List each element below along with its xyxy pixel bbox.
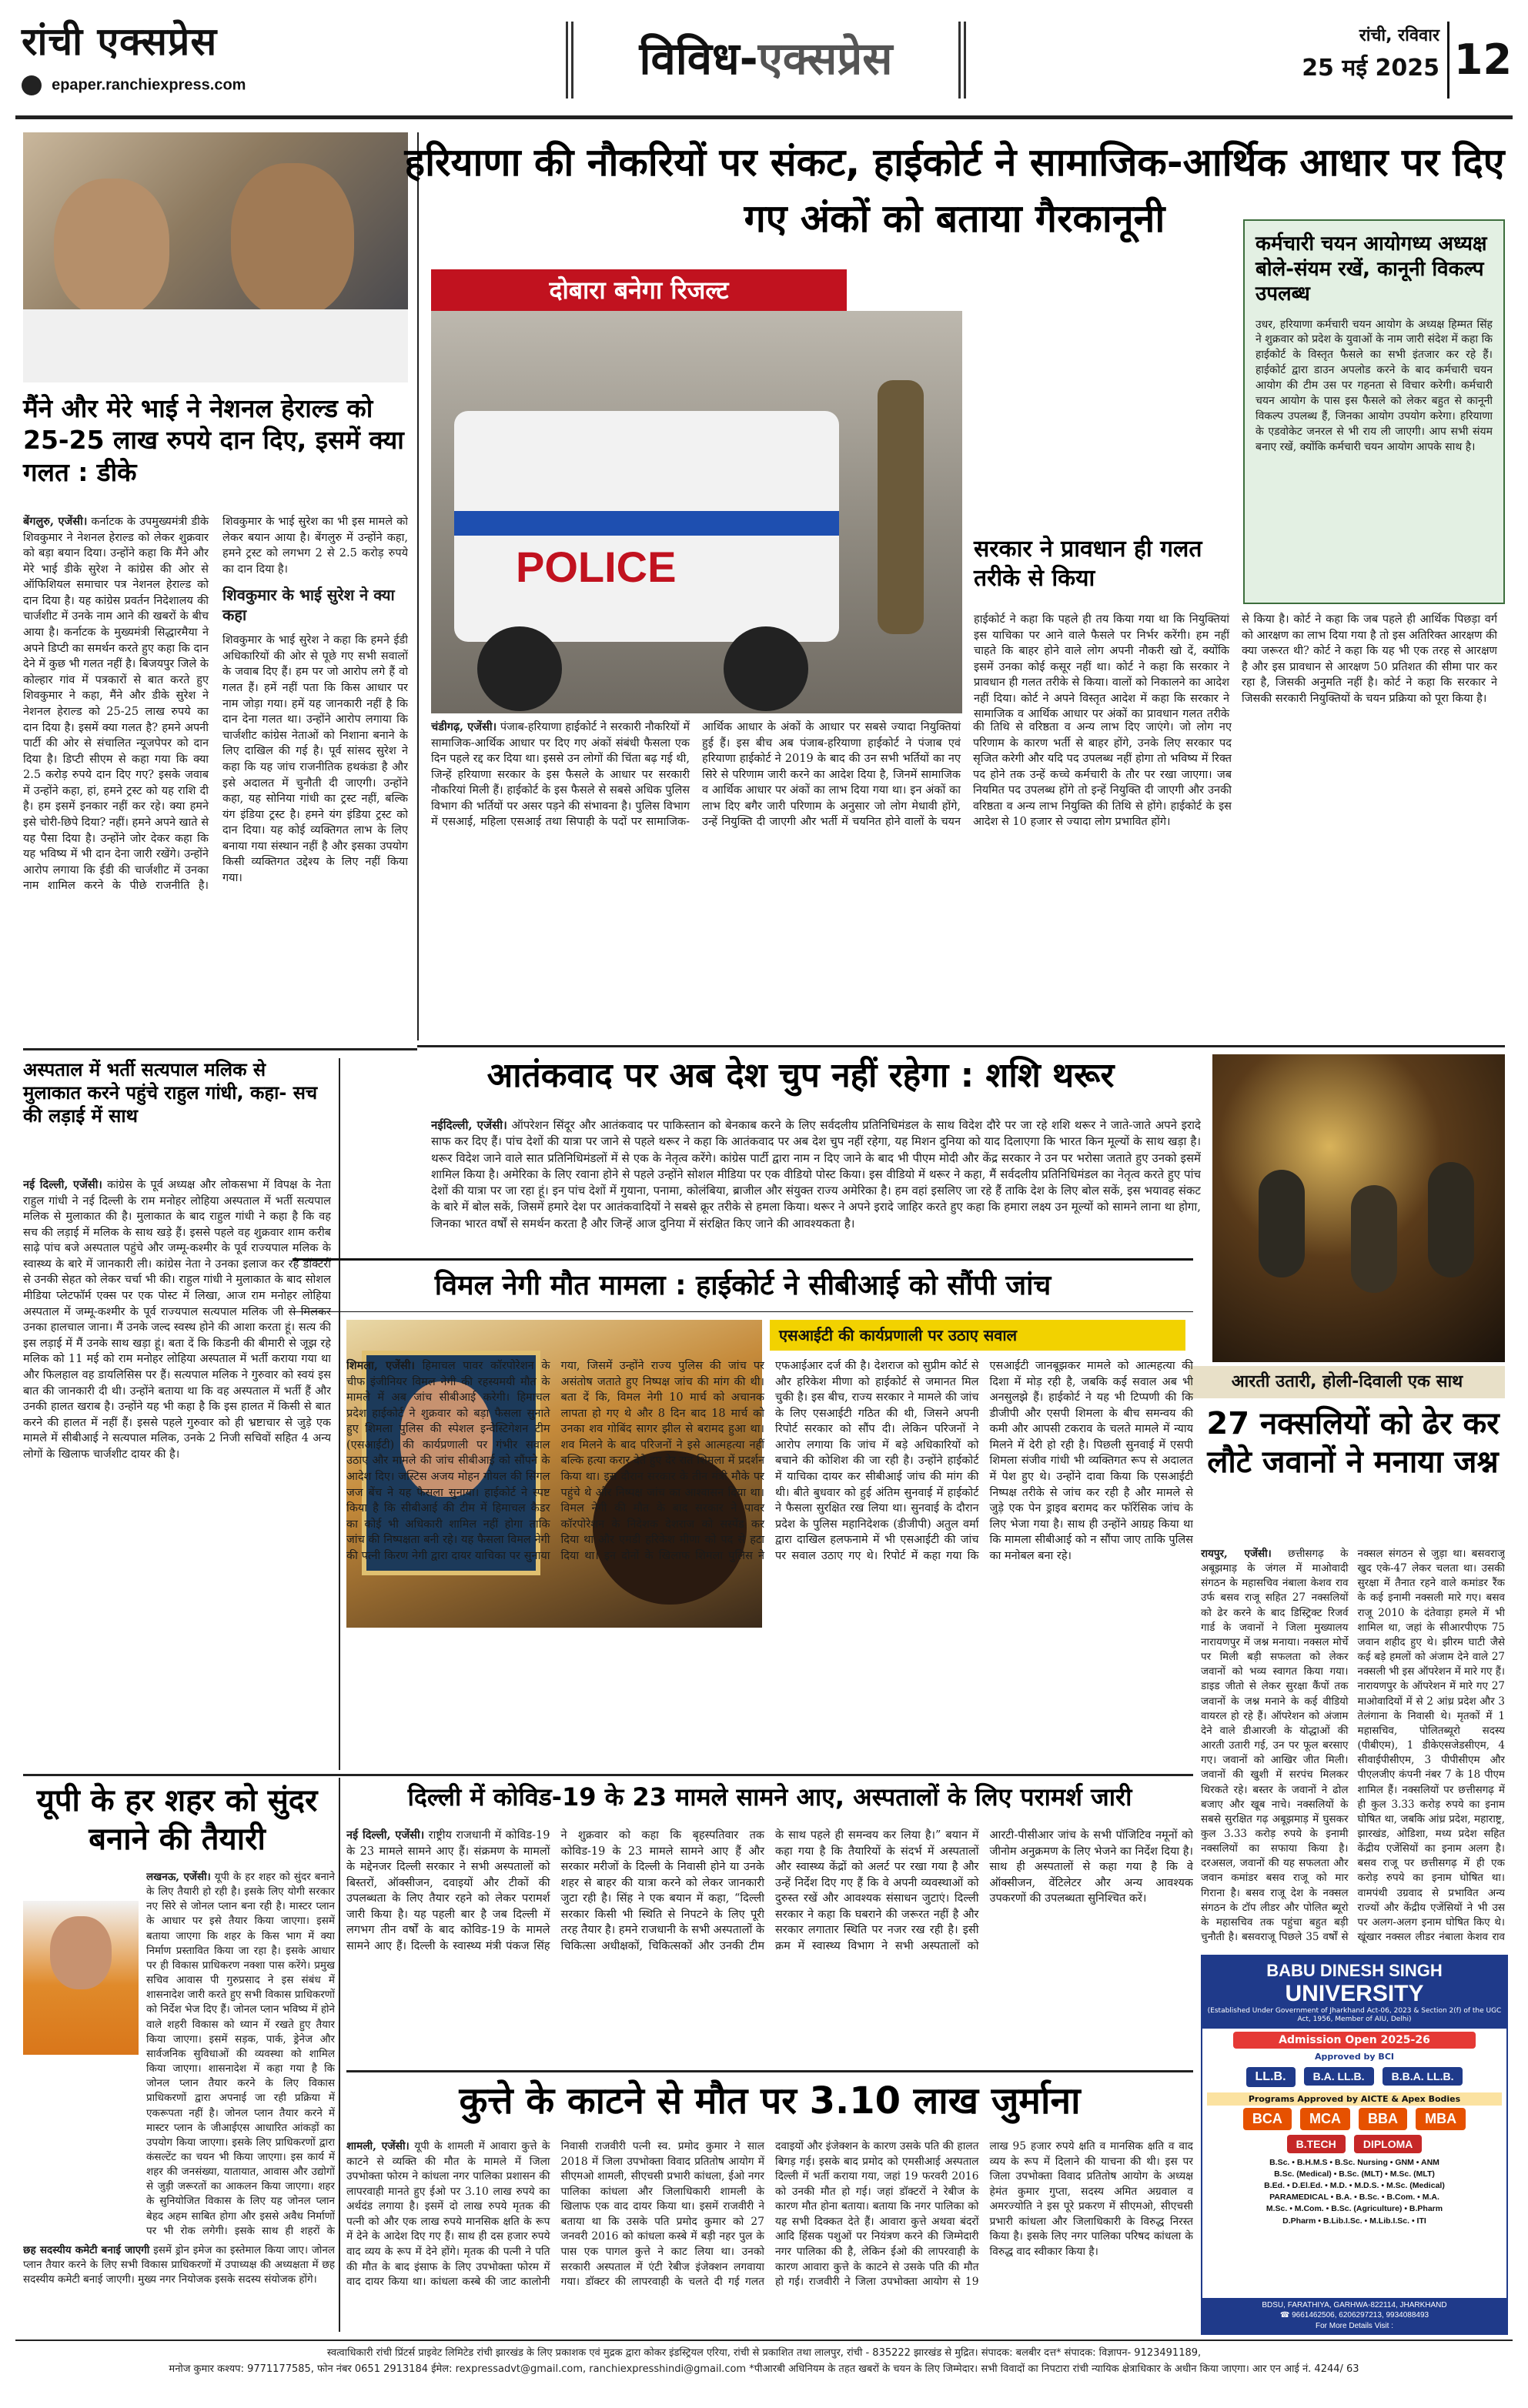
university-ad[interactable] [1201, 1955, 1508, 2335]
dk-body: बेंगलुरु, एजेंसी। कर्नाटक के उपमुख्यमंत्री डीके शिवकुमार ने नेशनल हेराल्ड को लेकर शुक्रवार को बड़ा बयान दिया। उन्होंने कहा कि मैंने और मेरे भाई डीके सुरेश ने कांग्रेस की ओर से ऑफिशियल समाचार पत्र नेशनल हेराल्ड को दान दिया है। यह कांग्रेस प्रवर्तन निदेशालय की चार्जशीट में उनके नाम आने की खबरों के बीच आया है। कर्नाटक के मुख्यमंत्री सिद्धारमैया ने अपने डिप्टी का समर्थन करते हुए कहा कि दान देने में कुछ भी गलत नहीं है। बिजयपुर जिले के कोल्हार गांव में पत्रकारों से बात करते हुए शिवकुमार ने कहा, मैंने और डीके सुरेश ने नेशनल हेराल्ड को 25-25 लाख रुपये का दान दिया है। इसमें क्या गलत है? हमने अपनी पार्टी की ओर से संचालित न्यूजपेपर को दान दिया है। डिप्टी सीएम से कहा गया कि क्या 2.5 करोड़ रुपये दान दिए गए? इसके जवाब में उन्होंने कहा, हां, हमने ट्रस्ट को यह राशि दी है। हम इसमें इनकार नहीं कर रहे। क्या हमने इसे चोरी-छिपे दिया? नहीं। हमने अपने खाते से यह पैसा दिया है। उन्होंने जोर देकर कहा कि यह भविष्य में भी दान देना जारी रखेंगे। उन्होंने आरोप लगाया कि ईडी की चार्जशीट में उनका नाम शामिल करने के पीछे राजनीति है। शिवकुमार के भाई सुरेश का भी इस मामले को लेकर बयान आया है। बेंगलुरु में उन्होंने कहा, हमने ट्रस्ट को लगभग 2 से 2.5 करोड़ रुपये का दान दिया है। शिवकुमार के भाई सुरेश ने क्या कहा शिवकुमार के भाई सुरेश ने कहा कि हमने ईडी अधिकारियों की ओर से पूछे गए सभी सवालों के जवाब दिए हैं। हम पर जो आरोप लगे हैं वो गलत हैं। हमें नहीं पता कि किस आधार पर नाम जोड़ा गया। हमें यह जानकारी नहीं है कि दान देना गलत था। उन्होंने आरोप लगाया कि चार्जशीट कांग्रेस नेताओं को निशाना बनाने के लिए दाखिल की गई है। पूर्व सांसद सुरेश ने कहा कि यह जांच राजनीतिक हथकंडा है और इसे अदालत में चुनौती दी जाएगी। उन्होंने कहा, यह सोनिया गांधी का ट्रस्ट नहीं, बल्कि यंग इंडिया ट्रस्ट है। हमने यंग इंडिया ट्रस्ट को दान दिया। यह कोई व्यक्तिगत लाभ के लिए बनाया गया संस्थान नहीं है और इसका उपयोग किसी व्यक्तिगत उद्देश्य के लिए नहीं किया गया। [23, 515, 408, 893]
ad-title-2: UNIVERSITY [1285, 1981, 1424, 2006]
haryana-body-col2 [974, 269, 1232, 523]
police-label: POLICE [516, 543, 677, 591]
issue-date: 25 मई 2025 [1302, 55, 1439, 82]
tharoor-body: नईदिल्ली, एजेंसी। ऑपरेशन सिंदूर और आतंकवाद पर पाकिस्तान को बेनकाब करने के लिए सर्वदलीय प्रतिनिधिमंडल के साथ विदेश दौरे पर जा रहे शशि थरूर ने जाते-जाते अपने इरादे साफ कर दिए हैं। पांच देशों की यात्रा पर जाने से पहले थरूर ने कहा कि आतंकवाद पर अब देश चुप नहीं रहेगा, यह मिशन दुनिया को याद दिलाएगा कि भारत किन मूल्यों के साथ खड़ा है। थरूर विदेश जाने वाले सात प्रतिनिधिमंडलों में से एक के नेतृत्व करेंगे। कांग्रेस पार्टी द्वारा नाम न दिए जाने के बाद भी पीएम मोदी और केंद्र सरकार ने उन पर भरोसा जताते हुए उनको इसमें शामिल किया है। अमेरिका के लिए रवाना होने से पहले उन्होंने सोशल मीडिया पर एक वीडियो पोस्ट किया। इस वीडियो में थरूर ने कहा, मैं सर्वदलीय प्रतिनिधिमंडल का नेतृत्व करते हुए पांच देशों की यात्रा पर जा रहा हूं। इन पांच देशों में गुयाना, पनामा, कोलंबिया, ब्राजील और संयुक्त राज्य अमेरिका है। हम वहां इसलिए जा रहे हैं ताकि देश के लिए बोल सकें, इस भयावह संकट के बारे में बोल सकें, जिसमें हमारे देश पर आतंकवादियों ने सबसे क्रूर तरीके से हमला किया। थरूर ने अपने इरादे जाहिर करते हुए कहा कि हमारा लक्ष्य उन मूल्यों को सामने लाना था होगा, जिनका भारत वर्षों से समर्थन करता है और जिन्हें आज दुनिया में संरक्षित किए जाने की आवश्यकता है। [431, 1118, 1201, 1231]
ad-course-llb: LL.B. [1246, 2067, 1296, 2087]
city-day: रांची, रविवार [1359, 26, 1439, 45]
rahul-body: नई दिल्ली, एजेंसी। कांग्रेस के पूर्व अध्यक्ष और लोकसभा में विपक्ष के नेता राहुल गांधी ने नई दिल्ली के राम मनोहर लोहिया अस्पताल में भर्ती सत्यपाल मलिक से मुलाकात की है। मुलाकात के बाद राहुल गांधी ने कहा है कि वह सच की लड़ाई में मलिक के साथ खड़े हैं। इससे पहले वह शुक्रवार शाम करीब साढ़े पांच बजे अस्पताल पहुंचे और जम्मू-कश्मीर के पूर्व राज्यपाल मलिक के स्वास्थ्य के बारे में जानकारी ली। कांग्रेस नेता ने उनका इलाज कर रहे डॉक्टरों से उनकी सेहत को लेकर चर्चा भी की। राहुल गांधी ने मुलाकात के बाद सोशल मीडिया प्लेटफॉर्म एक्स पर एक पोस्ट में लिखा, आज राम मनोहर लोहिया अस्पताल में जम्मू-कश्मीर के पूर्व राज्यपाल सत्यपाल मलिक जी से मिलकर उनका हालचाल जाना। मैं उनके जल्द स्वस्थ होने की आशा करता हूं। सत्य की इस लड़ाई में मैं उनके साथ खड़ा हूं। बता दें कि किडनी की बीमारी से जूझ रहे मलिक को 11 मई को राम मनोहर लोहिया अस्पताल में भर्ती कराया गया था और फिलहाल वह डायलिसिस पर हैं। सत्यपाल मलिक ने गुरुवार को स्वयं इस बात की जानकारी दी थी। उन्होंने बताया था कि वह अस्पताल में भर्ती हैं और उनकी हालत खराब है। उन्होंने यह भी कहा है कि इस हालत में किसी से बात करने की हालत में नहीं हैं। इससे पहले गुरुवार को ही भ्रष्टाचार से जुड़े एक मामले में सीबीआई ने सत्यपाल मलिक, उनके 2 निजी सचिवों सहित 4 अन्य लोगों के खिलाफ चार्जशीट दायर की है। [23, 1178, 331, 1461]
dk-body-text: कर्नाटक के उपमुख्यमंत्री डीके शिवकुमार ने नेशनल हेराल्ड को लेकर शुक्रवार को बड़ा बयान दिया। उन्होंने कहा कि मैंने और मेरे भाई डीके सुरेश ने कांग्रेस की ओर से ऑफिशियल समाचार पत्र नेशनल हेराल्ड को दान दिया है। यह कांग्रेस प्रवर्तन निदेशालय की चार्जशीट में उनके नाम आने की खबरों के बीच आया है। कर्नाटक के मुख्यमंत्री सिद्धारमैया ने अपने डिप्टी का समर्थन करते हुए कहा कि दान देने में कुछ भी गलत नहीं है। बिजयपुर जिले के कोल्हार गांव में पत्रकारों से बात करते हुए शिवकुमार ने कहा, मैंने और डीके सुरेश ने नेशनल हेराल्ड को 25-25 लाख रुपये का दान दिया है। इसमें क्या गलत है? हमने अपनी पार्टी की ओर से संचालित न्यूजपेपर को दान दिया है। डिप्टी सीएम से कहा गया कि क्या 2.5 करोड़ रुपये दान दिए गए? इसके जवाब में उन्होंने कहा, हां, हमने ट्रस्ट को यह राशि दी है। हम इसमें इनकार नहीं कर रहे। क्या हमने इसे चोरी-छिपे दिया? नहीं। हमने अपने खाते से यह पैसा दिया है। उन्होंने जोर देकर कहा कि यह भविष्य में भी दान देना जारी रखेंगे। उन्होंने आरोप लगाया कि ईडी की चार्जशीट में उनका नाम शामिल करने के पीछे राजनीति है। शिवकुमार के भाई सुरेश का भी इस मामले को लेकर बयान आया है। बेंगलुरु में उन्होंने कहा, हमने ट्रस्ट को लगभग 2 से 2.5 करोड़ रुपये का दान दिया है। [23, 516, 408, 893]
ad-tech-diploma: DIPLOMA [1354, 2135, 1423, 2153]
yogi-subhead: छह सदस्यीय कमेटी बनाई जाएगी [23, 2244, 150, 2256]
ad-tech-btech: B.TECH [1287, 2135, 1346, 2153]
ad-admission: Admission Open 2025-26 [1233, 2032, 1476, 2049]
dk-photo [23, 132, 408, 382]
ad-phones[interactable]: ☎ 9661462506, 6206297213, 9934088493 [1279, 2311, 1429, 2319]
yogi-photo [23, 1901, 139, 2055]
tharoor-headline: आतंकवाद पर अब देश चुप नहीं रहेगा : शशि थरूर [486, 1056, 1115, 1095]
epaper-url-row [22, 75, 314, 99]
haryana-headline: हरियाणा की नौकरियों पर संकट, हाईकोर्ट ने सामाजिक-आर्थिक आधार पर दिए गए अंकों को बताया गैरकानूनी [404, 140, 1505, 241]
ad-program-mca: MCA [1300, 2108, 1350, 2130]
rahul-headline: अस्पताल में भर्ती सत्यपाल मलिक से मुलाकात करने पहुंचे राहुल गांधी, कहा- सच की लड़ाई में साथ [23, 1059, 318, 1127]
footer-imprint: स्वत्वाधिकारी रांची प्रिंटर्स प्राइवेट लिमिटेड रांची झारखंड के लिए प्रकाशक एवं मुद्रक द्वारा कोकर इंडस्ट्रियल एरिया, रांची से प्रकाशित तथा लालपुर, रांची - 835222 झारखंड से मुद्रित। संपादक: बलबीर दत्त* संपादक: विज्ञापन- 9123491189, मनोज कुमार कश्यप: 9771177585, फोन नंबर 0651 2913184 ईमेल: rexpressadvt@gmail.com, ranchiexpresshindi@gmail.com *पीआरबी अधिनियम के तहत खबरों के चयन के लिए जिम्मेदार। सभी विवादों का निपटारा रांची न्यायिक क्षेत्राधिकार के अधीन किया जाएगा। आर एन आई नं. 4244/ 63 [169, 2347, 1359, 2375]
section-sub: एक्सप्रेस [757, 32, 893, 85]
ad-subtitle: (Established Under Government of Jharkhand Act-06, 2023 & Section 2(f) of the UGC Act, 1956, Member of AIU, Delhi) [1207, 2007, 1502, 2023]
ad-program-bba: BBA [1359, 2108, 1407, 2130]
epaper-icon [22, 75, 42, 95]
commission-box [1243, 219, 1505, 604]
ad-programs-heading: Programs Approved by AICTE & Apex Bodies [1207, 2092, 1502, 2106]
dog-headline: कुत्ते के काटने से मौत पर 3.10 लाख जुर्माना [459, 2079, 1081, 2122]
ad-program-mba: MBA [1416, 2108, 1466, 2130]
ad-course-bballb: B.B.A. LL.B. [1383, 2067, 1463, 2086]
covid-headline: दिल्ली में कोविड-19 के 23 मामले सामने आए, अस्पतालों के लिए परामर्श जारी [407, 1782, 1132, 1812]
ad-course-ballb: B.A. LL.B. [1304, 2067, 1374, 2086]
vimal-headline-box [293, 1258, 1193, 1312]
commission-headline: कर्मचारी चयन आयोगध्य अध्यक्ष बोले-संयम रखें, कानूनी विकल्प उपलब्ध [1256, 232, 1487, 306]
paper-name: रांची एक्सप्रेस [22, 18, 218, 64]
vimal-headline: विमल नेगी मौत मामला : हाईकोर्ट ने सीबीआई को सौंपी जांच [434, 1270, 1052, 1301]
dk-headline: मैंने और मेरे भाई ने नेशनल हेराल्ड को 25-25 लाख रुपये दान दिए, इसमें क्या गलत : डीके [23, 393, 404, 487]
ad-course-list: B.Sc. • B.H.M.S • B.Sc. Nursing • GNM • ANM B.Sc. (Medical) • B.Sc. (MLT) • M.Sc. (MLT) B.Ed. • D.El.Ed. • M.D. • M.D.S. • M.Sc. (Medical) PARAMEDICAL • B.A. • B.Sc. • B.Com. • M.A. M.Sc. • M.Com. • B.Sc. (Agriculture) • B.Pharm D.Pharm • B.Lib.I.Sc. • M.Lib.I.Sc. • ITI [1264, 2157, 1445, 2226]
naxal-headline: 27 नक्सलियों को ढेर कर लौटे जवानों ने मनाया जश्न [1206, 1406, 1500, 1480]
ad-programs [1202, 2106, 1506, 2132]
naxal-body: रायपुर, एजेंसी। छत्तीसगढ़ के अबूझमाड़ के जंगल में माओवादी संगठन के महासचिव नंबाला केशव राव उर्फ बसव राजू सहित 27 नक्सलियों को ढेर करने के बाद डिस्ट्रिक्ट रिजर्व गार्ड के जवानों ने जिला मुख्यालय नारायणपुर में जश्न मनाया। नक्सल मोर्चे पर मिली बड़ी सफलता को लेकर जवानों को भव्य स्वागत किया गया। डाइड जीतो से लेकर सुरक्षा कैंपों तक जवानों के जश्न मनाने के कई वीडियो वायरल हो रहे हैं। ऑपरेशन को अंजाम देने वाले डीआरजी के योद्धाओं की आरती उतारी गई, उन पर फूल बरसाए गए। जवानों को आखिर जीत मिली। जवानों की खुशी में सरपंच मिलकर थिरकते रहे। बस्तर के जवानों ने ढोल बजाए और खूब नाचे। नक्सलियों के सबसे सुरक्षित गढ़ अबूझमाड़ में घुसकर कुल 3.33 करोड़ रुपये के इनामी नक्सलियों का सफाया किया है। दरअसल, जवानों की यह सफलता और जवान कमांडर बसव राजू को मार गिराना है। बसव राजू देश के नक्सल संगठन के टॉप लीडर और पोलित ब्यूरो के महासचिव तक पहुंचा बहुत बड़ी चुनौती है। बसवराजू पिछले 35 वर्षों से नक्सल संगठन से जुड़ा था। बसवराजू खुद एके-47 लेकर चलता था। उसकी सुरक्षा में तैनात रहने वाले कमांडर रैंक के कई इनामी नक्सली मारे गए। बसव राजू 2010 के दंतेवाड़ा हमले में भी शामिल था, जहां के सीआरपीएफ 75 जवान शहीद हुए थे। झीरम घाटी जैसे कई बड़े हमलों को अंजाम देने वाले 27 नक्सली भी इस ऑपरेशन में मारे गए हैं। नारायणपुर के ऑपरेशन में मारे गए 27 माओवादियों में से 2 आंध्र प्रदेश और 3 तेलंगाना के निवासी थे। मृतकों में 1 महासचिव, पोलितब्यूरो सदस्य (पीबीएम), 1 डीकेएसजेडसीएम, 4 सीवाईपीसीएम, 3 पीपीसीएम और पीएलजीए कंपनी नंबर 7 के 18 पीएम शामिल हैं। नक्सलियों पर छत्तीसगढ़ में ही कुल 3.33 करोड़ रुपये का इनाम घोषित था, जबकि आंध्र प्रदेश, महाराष्ट्र, झारखंड, ओडिशा, मध्य प्रदेश सहित केंद्रीय एजेंसियों का इनाम अलग है। बसव राजू पर छत्तीसगढ़ में ही एक करोड़ रुपये का इनाम घोषित था। वामपंथी उग्रवाद से प्रभावित अन्य राज्यों और केंद्रीय एजेंसियों ने भी उस पर अलग-अलग इनाम घोषित किए थे। खूंखार नक्सल लीडर नंबाला केशव राव [1201, 1548, 1505, 1944]
haryana-subhead: सरकार ने प्रावधान ही गलत तरीके से किया [974, 536, 1202, 592]
commission-body: उधर, हरियाणा कर्मचारी चयन आयोग के अध्यक्ष हिम्मत सिंह ने शुक्रवार को प्रदेश के युवाओं के नाम जारी संदेश में कहा कि हाईकोर्ट के विस्तृत फैसले का सभी इंतजार कर रहे हैं। हाईकोर्ट द्वारा डाउन अपलोड करने के बाद कर्मचारी चयन आयोग की टीम उस पर गहनता से विचार करेगी। कर्मचारी चयन आयोग के पास इस फैसले को लेकर बहुत से कानूनी विकल्प उपलब्ध हैं, जिनका आयोग उपयोग करेगा। हरियाणा के एडवोकेट जनरल से भी राय ली जाएगी। आप सभी संयम बनाए रखें, क्योंकि कर्मचारी चयन आयोग आपके साथ है। [1256, 318, 1493, 453]
yogi-body-2: छह सदस्यीय कमेटी बनाई जाएगी इसमें ड्रोन इमेज का इस्तेमाल किया जाए। जोनल प्लान तैयार करने के लिए सभी विकास प्राधिकरणों में उपाध्यक्ष की अध्यक्षता में छह सदस्यीय कमेटी बनाई जाएगी। मुख्य नगर नियोजक इसके सदस्य संयोजक होंगे। [23, 2244, 335, 2286]
ad-tech [1202, 2132, 1506, 2156]
haryana-body: चंडीगढ़, एजेंसी। पंजाब-हरियाणा हाईकोर्ट ने सरकारी नौकरियों में सामाजिक-आर्थिक आधार पर दिए गए अंकों संबंधी फैसला एक दिन पहले रद्द कर दिया था। इससे उन लोगों की चिंता बढ़ गई थी, जिन्हें हरियाणा सरकार के इस फैसले के आधार पर सरकारी नौकरियां मिली हैं। हाईकोर्ट के इस फैसले से सबसे अधिक पुलिस विभाग की भर्तियों पर असर पड़ने की संभावना है। पुलिस विभाग में एसआई, महिला एसआई तथा सिपाही के पदों पर सामाजिक-आर्थिक आधार के अंकों के आधार पर सबसे ज्यादा नियुक्तियां हुई हैं। इस बीच अब पंजाब-हरियाणा हाईकोर्ट ने पंजाब एवं हरियाणा हाईकोर्ट ने 2019 के बाद की उन सभी भर्तियों का नए सिरे से परिणाम जारी करने का आदेश दिया है, जिनमें सामाजिक व आर्थिक आधार पर अंकों का लाभ दिया गया था। इन अंकों का लाभ दिए बगैर जारी परिणाम के अनुसार जो लोग मेधावी होंगे, उन्हें नियुक्ति दी जाएगी और भर्ती में चयनित होने वालों के चयन की तिथि से वरिष्ठता व अन्य लाभ दिए जाएंगे। जो लोग नए परिणाम के कारण भर्ती से बाहर होंगे, उनके लिए सरकार पद सृजित करेगी और यदि पद उपलब्ध नहीं होगा तो भविष्य में रिक्त पद होने तक उन्हें कच्चे कर्मचारी के तौर पर रखा जाएगा। जब नियमित पद उपलब्ध होंगे तो इन्हें नियुक्ति दी जाएगी और उनकी वरिष्ठता व अन्य लाभ नियुक्ति की तिथि से होंगे। हाईकोर्ट के इस आदेश से 10 हजार से ज्यादा लोग प्रभावित होंगे। [431, 720, 1232, 829]
dog-body: शामली, एजेंसी। यूपी के शामली में आवारा कुत्ते के काटने से व्यक्ति की मौत के मामले में जिला उपभोक्ता फोरम ने कांधला नगर पालिका प्रशासन की लापरवाही मानते हुए ईओ पर 3.10 लाख रुपये का अर्थदंड लगाया है। इसमें दो लाख रुपये मृतक की पत्नी को और एक लाख रुपये मानसिक क्षति के रूप में देने के आदेश दिए गए हैं। साथ ही दस हजार रुपये वाद व्यय के रूप में देने होंगे। मृतक की पत्नी ने पति की मौत के बाद इंसाफ के लिए उपभोक्ता फोरम में वाद दायर किया था। कांधला कस्बे की जाट कालोनी निवासी राजवीरी पत्नी स्व. प्रमोद कुमार ने साल 2018 में जिला उपभोक्ता विवाद प्रतितोष आयोग में सीएमओ शामली, सीएचसी प्रभारी कांधला, ईओ नगर पालिका कांधला और जिलाधिकारी शामली के खिलाफ एक वाद दायर किया था। इसमें राजवीरी ने बताया था कि उसके पति प्रमोद कुमार को 27 जनवरी 2016 को कांधला कस्बे में बड़ी नहर पुल के पास एक पागल कुत्ते ने काट लिया था। उनको सरकारी अस्पताल में एंटी रेबीज इंजेक्शन लगवाया गया। डॉक्टर की लापरवाही के चलते दी गई गलत दवाइयों और इंजेक्शन के कारण उसके पति की हालत बिगड़ गई। इसके बाद प्रमोद को एमसीआई अस्पताल दिल्ली में भर्ती कराया गया, जहां 19 फरवरी 2016 को उनकी मौत हो गई। जहां डॉक्टरों ने रेबीज के कारण मौत होना बताया। बताया कि नगर पालिका को यह सभी दिक्कत देते हैं। आवारा कुत्ते अथवा बंदरों आदि हिंसक पशुओं पर नियंत्रण करने की जिम्मेदारी नगर पालिका की है, लेकिन ईओ की लापरवाही के कारण आवारा कुत्ते के काटने से उसके पति की मौत हो गई। राजवीरी ने जिला उपभोक्ता आयोग से 19 लाख 95 हजार रुपये क्षति व मानसिक क्षति व वाद व्यय के रूप में दिलाने की याचना की थी। इस पर जिला उपभोक्ता विवाद प्रतितोष आयोग के अध्यक्ष हेमंत कुमार गुप्ता, सदस्य अमित अग्रवाल व अमरज्योति ने इस पूरे प्रकरण में सीएमओ, सीएचसी प्रभारी कांधला और जिलाधिकारी के विरुद्ध निरस्त किया है। इसके लिए नगर पालिका परिषद कांधला के विरुद्ध वाद स्वीकार किया है। [346, 2140, 1193, 2289]
section-title [566, 22, 966, 99]
covid-body: नई दिल्ली, एजेंसी। राष्ट्रीय राजधानी में कोविड-19 के 23 मामले सामने आए हैं। संक्रमण के मामलों के मद्देनजर दिल्ली सरकार ने सभी अस्पतालों को बिस्तरों, ऑक्सीजन, दवाइयों और टीकों की उपलब्धता के लिए तैयार रहने को लेकर परामर्श जारी किया है। यह पहली बार है जब दिल्ली में लगभग तीन वर्षों के बाद कोविड-19 के मामले सामने आए हैं। दिल्ली के स्वास्थ्य मंत्री पंकज सिंह ने शुक्रवार को कहा कि बृहस्पतिवार तक कोविड-19 के 23 मामले सामने आए हैं और सरकार मरीजों के दिल्ली के निवासी होने या उनके शहर से बाहर की यात्रा करने को लेकर जानकारी जुटा रही है। सिंह ने एक बयान में कहा, “दिल्ली सरकार किसी भी स्थिति से निपटने के लिए पूरी तरह तैयार है। हमने राजधानी के सभी अस्पतालों के चिकित्सा अधीक्षकों, चिकित्सकों और उनकी टीम के साथ पहले ही समन्वय कर लिया है।” बयान में कहा गया है कि तैयारियों के संदर्भ में अस्पतालों और स्वास्थ्य केंद्रों को अलर्ट पर रखा गया है और उन्हें निर्देश दिए गए हैं कि वे अपनी व्यवस्थाओं को दुरुस्त रखें और आवश्यक संसाधन जुटाएं। दिल्ली सरकार ने कहा कि घबराने की जरूरत नहीं है और सरकार लगातार स्थिति पर नजर रख रही है। इसी क्रम में स्वास्थ्य विभाग ने सभी अस्पतालों को आरटी-पीसीआर जांच के सभी पॉजिटिव नमूनों को जीनोम अनुक्रमण के लिए भेजने का निर्देश दिया है। साथ ही अस्पतालों से कहा गया है कि वे ऑक्सीजन, वेंटिलेटर और अन्य आवश्यक उपकरणों की उपलब्धता सुनिश्चित करें। [346, 1829, 1193, 1953]
ad-approved: Approved by BCI [1314, 2051, 1394, 2062]
dk-subhead: शिवकुमार के भाई सुरेश ने क्या कहा [222, 586, 395, 625]
naxal-photo-caption: आरती उतारी, होली-दिवाली एक साथ [1189, 1366, 1505, 1398]
ad-details: For More Details Visit : [1316, 2321, 1393, 2330]
paper-logo[interactable] [22, 14, 299, 68]
date-block [1278, 23, 1439, 92]
vimal-body: शिमला, एजेंसी। हिमाचल पावर कॉरपोरेशन के चीफ इंजीनियर विमल नेगी की रहस्यमयी मौत के मामले में अब जांच सीबीआई करेगी। हिमाचल प्रदेश हाईकोर्ट ने शुक्रवार को बड़ा फैसला सुनाते हुए शिमला पुलिस की स्पेशल इन्वेस्टिगेशन टीम (एसआईटी) की कार्यप्रणाली पर गंभीर सवाल उठाए और मामले की जांच सीबीआई को सौंपने के आदेश दिए। जस्टिस अजय मोहन गोयल की सिंगल जज बेंच ने यह फैसला सुनाया। हाईकोर्ट ने स्पष्ट किया है कि सीबीआई की टीम में हिमाचल कैडर का कोई भी अधिकारी शामिल नहीं होगा ताकि जांच की निष्पक्षता बनी रहे। यह फैसला विमल नेगी की पत्नी किरण नेगी द्वारा दायर याचिका पर सुनाया गया, जिसमें उन्होंने राज्य पुलिस की जांच पर असंतोष जताते हुए निष्पक्ष जांच की मांग की थी। बता दें कि, विमल नेगी 10 मार्च को अचानक लापता हो गए थे और 8 दिन बाद 18 मार्च को उनका शव गोबिंद सागर झील से बरामद हुआ था। शव मिलने के बाद परिजनों ने इसे आत्महत्या नहीं बल्कि हत्या करार देते हुए देर रात शिमला में प्रदर्शन किया था। इस दौरान सरकार के तीन मंत्री मौके पर पहुंचे थे और निष्पक्ष जांच का आश्वासन दिया था। विमल नेगी की मौत के बाद सरकार ने पावर कॉरपोरेशन के निदेशक देशराज को सस्पेंड कर दिया था और एमडी हरिकेश मीणा को पद से हटा दिया था। इन दोनों के खिलाफ शिमला पुलिस ने एफआईआर दर्ज की है। देशराज को सुप्रीम कोर्ट से और हरिकेश मीणा को हाईकोर्ट से जमानत मिल चुकी है। इस बीच, राज्य सरकार ने मामले की जांच के लिए एसआईटी गठित की थी, जिसने अपनी रिपोर्ट सरकार को सौंप दी। लेकिन परिजनों ने आरोप लगाया कि जांच में बड़े अधिकारियों को बचाने की कोशिश की जा रही है। उन्होंने हाईकोर्ट में याचिका दायर कर सीबीआई जांच की मांग की थी। बीते बुधवार को हुई अंतिम सुनवाई में हाईकोर्ट ने फैसला सुरक्षित रख लिया था। सुनवाई के दौरान प्रदेश के पुलिस महानिदेशक (डीजीपी) अतुल वर्मा द्वारा दाखिल हलफनामे में भी एसआईटी की जांच पर सवाल उठाए गए थे। रिपोर्ट में कहा गया कि एसआईटी जानबूझकर मामले को आत्महत्या की दिशा में मोड़ रही है, जबकि कई सवाल अब भी अनसुलझे हैं। हाईकोर्ट ने यह भी टिप्पणी की कि डीजीपी और एसपी शिमला के बीच समन्वय की कमी और आपसी टकराव के चलते मामले में न्याय मिलने में देरी हो रही है। पिछली सुनवाई में एसपी शिमला संजीव गांधी भी व्यक्तिगत रूप से अदालत में पेश हुए थे। उन्होंने दावा किया कि एसआईटी निष्पक्ष तरीके से जांच कर रही है और मामले से जुड़े एक पेन ड्राइव बरामद कर फॉरेंसिक जांच के लिए भेजा गया है। साथ ही उन्होंने आग्रह किया था कि मामला सीबीआई को न सौंपा जाए ताकि पुलिस का मनोबल बना रहे। [346, 1359, 1193, 1562]
yogi-body: लखनऊ, एजेंसी। यूपी के हर शहर को सुंदर बनाने के लिए तैयारी हो रही है। इसके लिए योगी सरकार नए सिरे से जोनल प्लान बना रही है। मास्टर प्लान के आधार पर इसे तैयार किया जाएगा। इसमें बताया जाएगा कि शहर के किस भाग में क्या निर्माण प्रस्तावित किया जा रहा है। इसके आधार पर ही विकास प्राधिकरण नक्शा पास करेंगे। प्रमुख सचिव आवास पी गुरुप्रसाद ने इस संबंध में शासनादेश जारी करते हुए सभी विकास प्राधिकरणों को निर्देश भेज दिए हैं। जोनल प्लान भविष्य में होने वाले शहरी विकास को ध्यान में रखते हुए तैयार किया जाएगा। इसमें सड़क, पार्क, ड्रेनेज और सार्वजनिक सुविधाओं की व्यवस्था को शामिल किया जाएगा। शासनादेश में कहा गया है कि जोनल प्लान तैयार करने के लिए विकास प्राधिकरणों द्वारा अपनाई जा रही प्रक्रिया में एकरूपता नहीं है। जोनल प्लान तैयार करने में मास्टर प्लान के जीआईएस आधारित आंकड़ों का उपयोग किया जाएगा। इसके लिए प्राधिकरणों द्वारा कंसल्टेंट का चयन भी किया जाएगा। इस कार्य में शहर की जनसंख्या, यातायात, आवास और उद्योगों से जुड़ी जरूरतों का आकलन किया जाएगा। शहर के सुनियोजित विकास के लिए यह जोनल प्लान बेहद अहम साबित होगा और इससे अवैध निर्माणों पर भी रोक लगेगी। इसके साथ ही शहरों के [146, 1871, 335, 2237]
ad-program-bca: BCA [1243, 2108, 1292, 2130]
yogi-headline: यूपी के हर शहर को सुंदर बनाने की तैयारी [36, 1783, 318, 1857]
haryana-body-text: पंजाब-हरियाणा हाईकोर्ट ने सरकारी नौकरियों में सामाजिक-आर्थिक आधार पर दिए गए अंकों संबंधी फैसला एक दिन पहले रद्द कर दिया था। इससे उन लोगों की चिंता बढ़ गई थी, जिन्हें हरियाणा सरकार के इस फैसले के आधार पर सरकारी नौकरियां मिली हैं। हाईकोर्ट के इस फैसले से सबसे अधिक पुलिस विभाग की भर्तियों पर असर पड़ने की संभावना है। पुलिस विभाग में एसआई, महिला एसआई तथा सिपाही के पदों पर सामाजिक-आर्थिक आधार के अंकों के आधार पर सबसे ज्यादा नियुक्तियां हुई हैं। इस बीच अब पंजाब-हरियाणा हाईकोर्ट ने पंजाब एवं हरियाणा हाईकोर्ट ने 2019 के बाद की उन सभी भर्तियों का नए सिरे से परिणाम जारी करने का आदेश दिया है, जिनमें सामाजिक व आर्थिक आधार पर अंकों का लाभ दिया गया था। इन अंकों का लाभ दिए बगैर जारी परिणाम के अनुसार जो लोग मेधावी होंगे, उन्हें नियुक्ति दी जाएगी और भर्ती में चयनित होने वालों के चयन की तिथि से वरिष्ठता व अन्य लाभ दिए जाएंगे। जो लोग नए परिणाम के कारण भर्ती से बाहर होंगे, उनके लिए सरकार पद सृजित करेगी और यदि पद उपलब्ध नहीं होगा तो भविष्य में रिक्त पद होने तक उन्हें कच्चे कर्मचारी के तौर पर रखा जाएगा। जब नियमित पद उपलब्ध होंगे तो इन्हें नियुक्ति दी जाएगी और उनकी वरिष्ठता व अन्य लाभ नियुक्ति की तिथि से होंगे। हाईकोर्ट के इस आदेश से 10 हजार से ज्यादा लोग प्रभावित होंगे। [431, 721, 1232, 829]
police-jeep-photo [431, 311, 962, 713]
masthead [0, 0, 1528, 129]
naxal-celebration-photo [1212, 1054, 1505, 1362]
ad-address: BDSU, FARATHIYA, GARHWA-822114, JHARKHAND [1262, 2300, 1447, 2309]
epaper-url[interactable]: epaper.ranchiexpress.com [52, 76, 246, 94]
ad-title-1: BABU DINESH SINGH [1266, 1961, 1443, 1980]
section-name: विविध- [639, 32, 758, 85]
vimal-strap: एसआईटी की कार्यप्रणाली पर उठाए सवाल [770, 1320, 1185, 1351]
ad-law-courses [1202, 2065, 1506, 2089]
haryana-body-2: हाईकोर्ट ने कहा कि पहले ही तय किया गया था कि नियुक्तियां इस याचिका पर आने वाले फैसले पर निर्भर करेंगी। हम नहीं चाहते कि बाहर होने वाले लोग अपनी नौकरी खो दें, क्योंकि इसमें उनका कोई कसूर नहीं था। कोर्ट ने कहा कि सरकार ने प्रावधान ही गलत तरीके से किया। वालों को निकालने का आदेश नहीं दिया। कोर्ट ने अपने विस्तृत आदेश में कहा कि सरकार ने सामाजिक व आर्थिक आधार पर अंकों का प्रावधान गलत तरीके से किया है। कोर्ट ने कहा कि जब पहले ही आर्थिक पिछड़ा वर्ग को आरक्षण का लाभ दिया गया है तो इस अतिरिक्त आरक्षण की क्या जरूरत थी? कोर्ट ने कहा कि यह भी एक तरह से आरक्षण है और इस प्रावधान से आरक्षण 50 प्रतिशत की सीमा पार कर रहा है, जिसकी अनुमति नहीं है। कोर्ट ने कहा कि सरकार ने जिसकी सरकारी नियुक्तियों के चयन प्रक्रिया को पूरा किया है। [974, 613, 1497, 721]
dk-body-text-2: शिवकुमार के भाई सुरेश ने कहा कि हमने ईडी अधिकारियों की ओर से पूछे गए सभी सवालों के जवाब दिए हैं। हम पर जो आरोप लगे हैं वो गलत हैं। हमें नहीं पता कि किस आधार पर नाम जोड़ा गया। हमें यह जानकारी नहीं है कि दान देना गलत था। उन्होंने आरोप लगाया कि चार्जशीट कांग्रेस नेताओं को निशाना बनाने के लिए दाखिल की गई है। पूर्व सांसद सुरेश ने कहा कि यह जांच राजनीतिक हथकंडा है और इसे अदालत में चुनौती दी जाएगी। उन्होंने कहा, यह सोनिया गांधी का ट्रस्ट नहीं, बल्कि यंग इंडिया ट्रस्ट है। हमने यंग इंडिया ट्रस्ट को दान दिया। यह कोई व्यक्तिगत लाभ के लिए बनाया गया संस्थान नहीं है और इसका उपयोग किसी व्यक्तिगत उद्देश्य के लिए नहीं किया गया। [222, 634, 408, 884]
haryana-banner: दोबारा बनेगा रिजल्ट [431, 269, 847, 311]
page-number: 12 [1447, 22, 1516, 99]
